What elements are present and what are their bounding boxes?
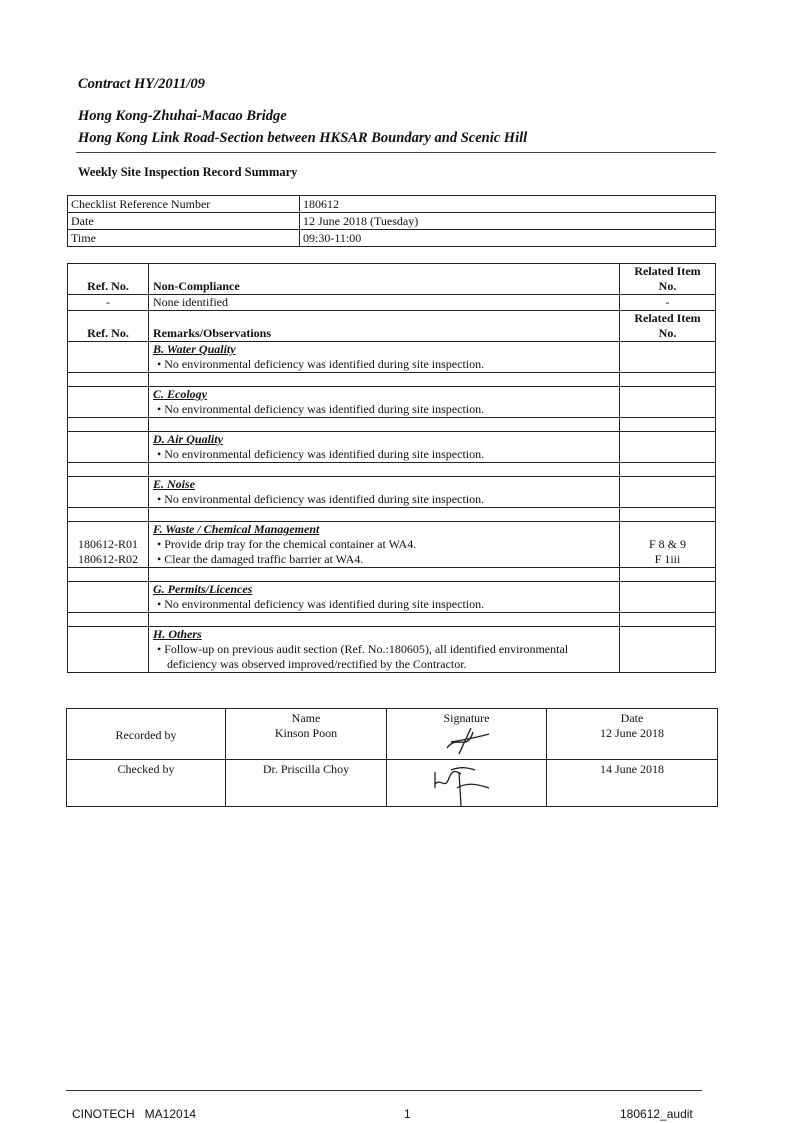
- observation-text: No environmental deficiency was identified during site inspection.: [164, 492, 485, 506]
- contract-title: Contract HY/2011/09: [78, 76, 205, 92]
- observation-text: No environmental deficiency was identified during site inspection.: [164, 597, 485, 611]
- info-label: Date: [68, 213, 300, 230]
- project-title-line2: Hong Kong Link Road-Section between HKSAR Boundary and Scenic Hill: [78, 130, 528, 146]
- info-value: 12 June 2018 (Tuesday): [300, 213, 716, 230]
- col-related-item: [620, 264, 716, 295]
- recorded-date-cell: [547, 709, 718, 760]
- col-ref-no: Ref. No.: [68, 311, 149, 342]
- section-title: H. Others: [153, 627, 202, 641]
- info-value: 09:30-11:00: [300, 230, 716, 247]
- bullet-text: • Follow-up on previous audit section (Ref. No.:180605), all identified environmental: [157, 642, 569, 656]
- section-row: [68, 522, 716, 568]
- signature-image: [427, 762, 507, 806]
- spacer-row: [68, 508, 716, 522]
- observation-text: Follow-up on previous audit section (Ref. No.:180605), all identified environmental: [164, 642, 569, 656]
- section-row: [68, 477, 716, 508]
- col-related-item-line2: No.: [658, 279, 677, 293]
- remarks-header-row: [68, 311, 716, 342]
- page-number: 1: [404, 1107, 411, 1121]
- section-row: [68, 387, 716, 418]
- recorded-by-label: Recorded by: [67, 709, 226, 760]
- checked-by-label: Checked by: [67, 760, 226, 807]
- recorded-date: 12 June 2018: [600, 726, 664, 740]
- bullet-text: • No environmental deficiency was identified during site inspection.: [157, 492, 485, 506]
- section-title: B. Water Quality: [153, 342, 236, 356]
- section-title: G. Permits/Licences: [153, 582, 253, 596]
- section-title: E. Noise: [153, 477, 195, 491]
- section-air-quality: [149, 432, 620, 463]
- recorded-name-cell: [226, 709, 387, 760]
- ref-number: 180612-R02: [78, 552, 138, 566]
- header-rule: [76, 152, 716, 153]
- recorded-signature-cell: [387, 709, 547, 760]
- bullet-text: • No environmental deficiency was identified during site inspection.: [157, 357, 485, 371]
- noncompliance-ref: -: [68, 295, 149, 311]
- observation-text: Clear the damaged traffic barrier at WA4.: [164, 552, 364, 566]
- section-waste-chemical: [149, 522, 620, 568]
- col-ref-no: Ref. No.: [68, 264, 149, 295]
- recorded-row: [67, 709, 718, 760]
- bullet-text: • No environmental deficiency was identified during site inspection.: [157, 447, 485, 461]
- bullet-text: • No environmental deficiency was identified during site inspection.: [157, 402, 485, 416]
- section-row: [68, 582, 716, 613]
- spacer-row: [68, 568, 716, 582]
- noncompliance-row: [68, 295, 716, 311]
- col-related-item-line1: Related Item: [634, 264, 701, 278]
- bullet-text: • No environmental deficiency was identified during site inspection.: [157, 597, 485, 611]
- spacer-row: [68, 613, 716, 627]
- signoff-table: [66, 708, 718, 807]
- noncompliance-item: -: [620, 295, 716, 311]
- col-name-header: Name: [291, 711, 321, 725]
- section-row: [68, 432, 716, 463]
- col-related-item-line1: Related Item: [634, 311, 701, 325]
- checked-date: 14 June 2018: [547, 760, 718, 807]
- related-item: F 1iii: [654, 552, 681, 566]
- noncompliance-header-row: [68, 264, 716, 295]
- col-non-compliance: Non-Compliance: [149, 264, 620, 295]
- related-item-cell: [620, 522, 716, 568]
- checked-row: [67, 760, 718, 807]
- observation-text: Provide drip tray for the chemical container at WA4.: [164, 537, 417, 551]
- related-item: F 8 & 9: [648, 537, 686, 551]
- section-title: F. Waste / Chemical Management: [153, 522, 320, 536]
- col-remarks: Remarks/Observations: [149, 311, 620, 342]
- recorded-name: Kinson Poon: [274, 726, 338, 740]
- footer-rule: [66, 1090, 702, 1091]
- checked-signature-cell: [387, 760, 547, 807]
- observation-text: No environmental deficiency was identified during site inspection.: [164, 447, 485, 461]
- section-others: [149, 627, 620, 673]
- footer-left: CINOTECH MA12014: [72, 1107, 197, 1121]
- signature-image: [437, 726, 497, 756]
- section-row: [68, 342, 716, 373]
- info-row: [68, 213, 716, 230]
- section-ecology: [149, 387, 620, 418]
- ref-number: 180612-R01: [78, 537, 138, 551]
- spacer-row: [68, 463, 716, 477]
- project-title-line1: Hong Kong-Zhuhai-Macao Bridge: [78, 108, 287, 124]
- section-title: D. Air Quality: [153, 432, 223, 446]
- bullet-text: • Clear the damaged traffic barrier at WA4.: [157, 552, 364, 566]
- section-permits: [149, 582, 620, 613]
- info-label: Time: [68, 230, 300, 247]
- ref-cell: [68, 522, 149, 568]
- info-row: [68, 230, 716, 247]
- footer-file-id: 180612_audit: [620, 1107, 693, 1121]
- section-noise: [149, 477, 620, 508]
- noncompliance-desc: None identified: [149, 295, 620, 311]
- record-summary-subtitle: Weekly Site Inspection Record Summary: [78, 165, 298, 179]
- col-date-header: Date: [620, 711, 644, 725]
- col-signature-header: Signature: [443, 711, 490, 725]
- spacer-row: [68, 418, 716, 432]
- observations-table: [67, 263, 716, 673]
- checked-name: Dr. Priscilla Choy: [226, 760, 387, 807]
- section-water-quality: [149, 342, 620, 373]
- col-related-item-line2: No.: [658, 326, 677, 340]
- observation-text: No environmental deficiency was identified during site inspection.: [164, 402, 485, 416]
- observation-text: No environmental deficiency was identified during site inspection.: [164, 357, 485, 371]
- section-row: [68, 627, 716, 673]
- section-title: C. Ecology: [153, 387, 207, 401]
- info-label: Checklist Reference Number: [68, 196, 300, 213]
- inspection-info-table: [67, 195, 716, 247]
- col-related-item: [620, 311, 716, 342]
- spacer-row: [68, 373, 716, 387]
- info-row: [68, 196, 716, 213]
- observation-text-continued: deficiency was observed improved/rectified by the Contractor.: [167, 657, 467, 671]
- info-value: 180612: [300, 196, 716, 213]
- bullet-text: • Provide drip tray for the chemical container at WA4.: [157, 537, 417, 551]
